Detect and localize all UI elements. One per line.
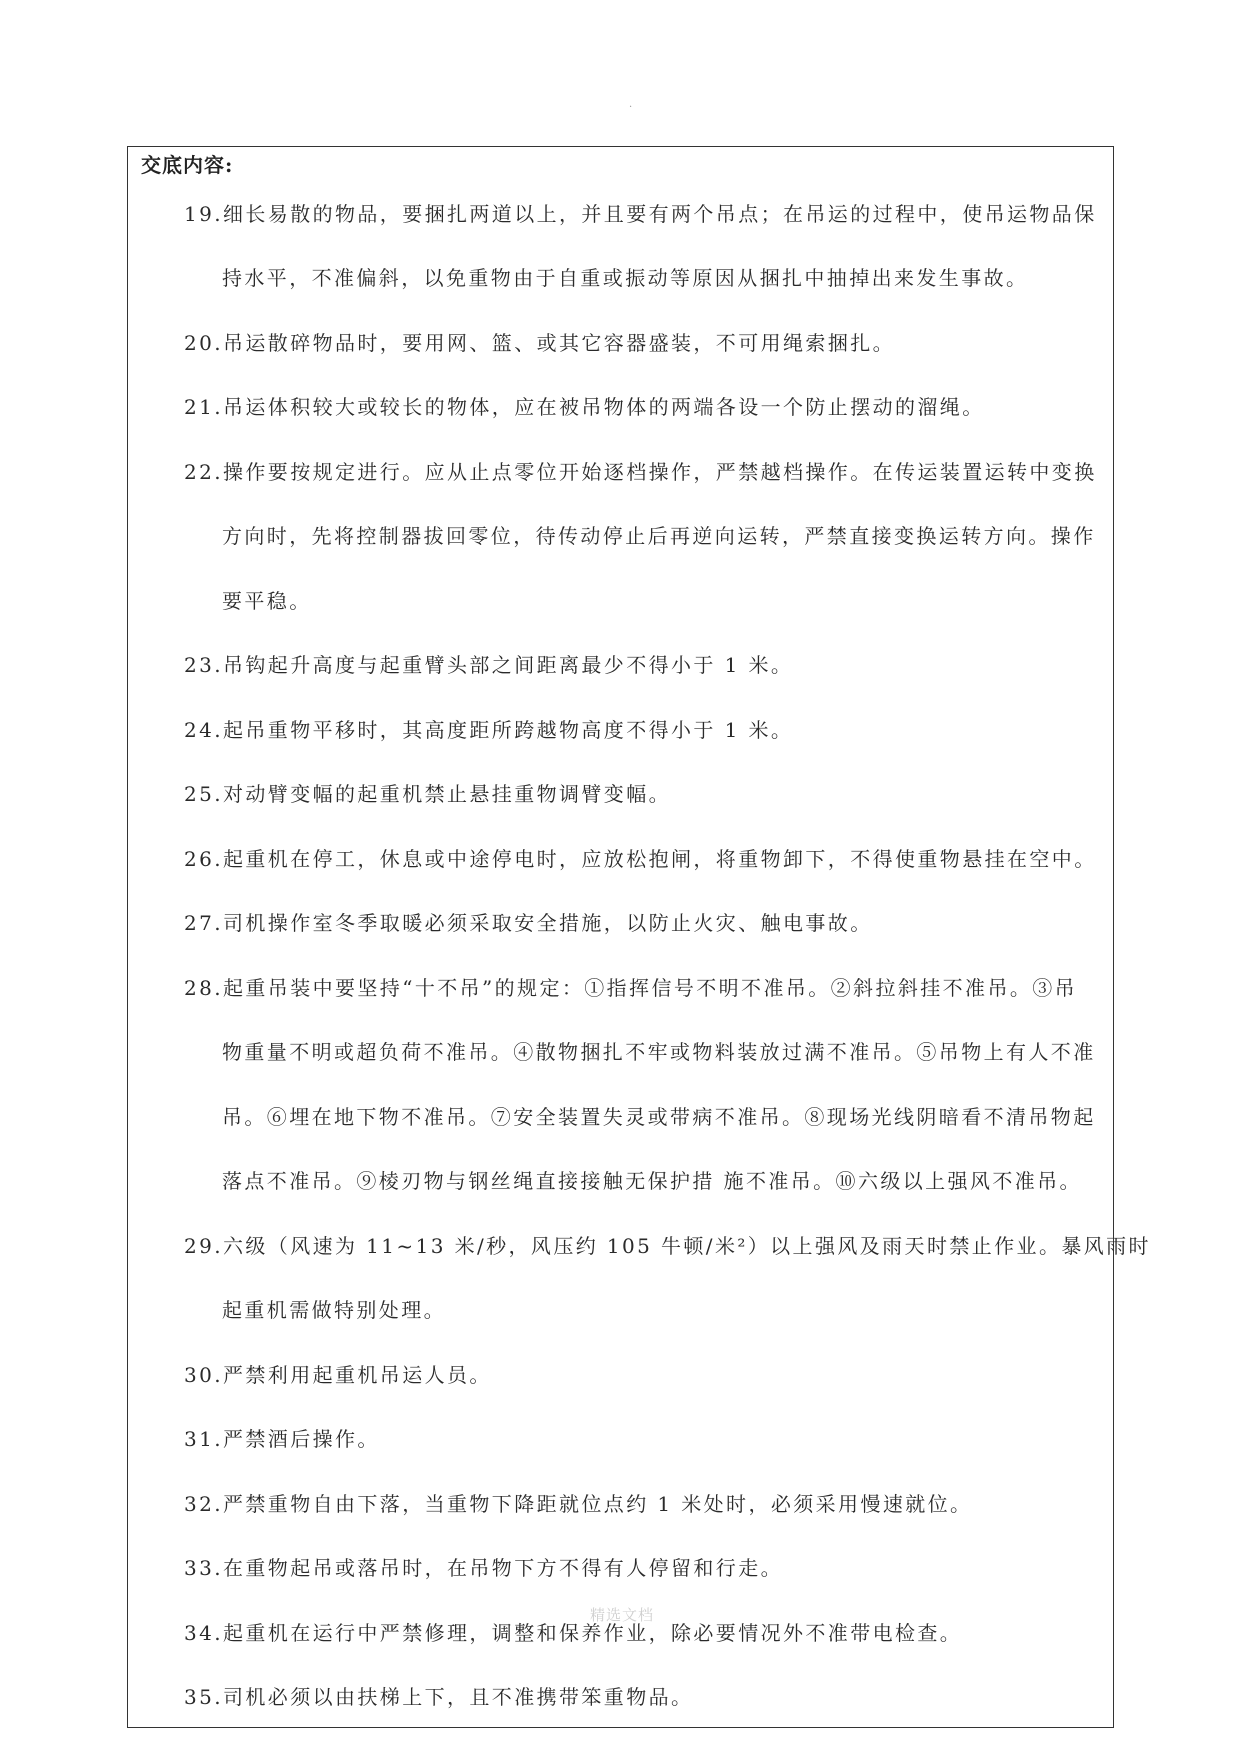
content-frame: [127, 146, 1114, 1728]
section-heading: 交底内容:: [141, 153, 234, 177]
list-item-34: 34.起重机在运行中严禁修理，调整和保养作业，除必要情况外不准带电检查。: [184, 1621, 963, 1645]
list-item-33: 33.在重物起吊或落吊时，在吊物下方不得有人停留和行走。: [184, 1556, 784, 1580]
list-item-22-continuation: 方向时，先将控制器拔回零位，待传动停止后再逆向运转，严禁直接变换运转方向。操作: [222, 524, 1096, 548]
list-item-29: 29.六级（风速为 11~13 米/秒，风压约 105 牛顿/米²）以上强风及雨天时禁止作业。暴风雨时: [184, 1234, 1151, 1258]
list-item-25: 25.对动臂变幅的起重机禁止悬挂重物调臂变幅。: [184, 782, 672, 806]
page-mark: .: [629, 99, 633, 110]
list-item-19: 19.细长易散的物品，要捆扎两道以上，并且要有两个吊点；在吊运的过程中，使吊运物品保: [184, 202, 1097, 226]
list-item-22-continuation: 要平稳。: [222, 589, 312, 613]
list-item-32: 32.严禁重物自由下落，当重物下降距就位点约 1 米处时，必须采用慢速就位。: [184, 1492, 973, 1516]
list-item-26: 26.起重机在停工，休息或中途停电时，应放松抱闸，将重物卸下，不得使重物悬挂在空中。: [184, 847, 1097, 871]
list-item-31: 31.严禁酒后操作。: [184, 1427, 380, 1451]
list-item-30: 30.严禁利用起重机吊运人员。: [184, 1363, 492, 1387]
list-item-28: 28.起重吊装中要坚持“十不吊”的规定：①指挥信号不明不准吊。②斜拉斜挂不准吊。③吊: [184, 976, 1078, 1000]
list-item-35: 35.司机必须以由扶梯上下，且不准携带笨重物品。: [184, 1685, 694, 1709]
list-item-27: 27.司机操作室冬季取暖必须采取安全措施，以防止火灾、触电事故。: [184, 911, 873, 935]
list-item-29-continuation: 起重机需做特别处理。: [222, 1298, 446, 1322]
list-item-23: 23.吊钩起升高度与起重臂头部之间距离最少不得小于 1 米。: [184, 653, 794, 677]
list-item-21: 21.吊运体积较大或较长的物体，应在被吊物体的两端各设一个防止摆动的溜绳。: [184, 395, 985, 419]
list-item-20: 20.吊运散碎物品时，要用网、篮、或其它容器盛装，不可用绳索捆扎。: [184, 331, 896, 355]
list-item-28-continuation: 落点不准吊。⑨棱刃物与钢丝绳直接接触无保护措 施不准吊。⑩六级以上强风不准吊。: [222, 1169, 1082, 1193]
list-item-24: 24.起吊重物平移时，其高度距所跨越物高度不得小于 1 米。: [184, 718, 794, 742]
list-item-28-continuation: 吊。⑥埋在地下物不准吊。⑦安全装置失灵或带病不准吊。⑧现场光线阴暗看不清吊物起: [222, 1105, 1096, 1129]
watermark: 精选文档: [590, 1606, 655, 1624]
list-item-19-continuation: 持水平，不准偏斜，以免重物由于自重或振动等原因从捆扎中抽掉出来发生事故。: [222, 266, 1029, 290]
list-item-28-continuation: 物重量不明或超负荷不准吊。④散物捆扎不牢或物料装放过满不准吊。⑤吊物上有人不准: [222, 1040, 1096, 1064]
list-item-22: 22.操作要按规定进行。应从止点零位开始逐档操作，严禁越档操作。在传运装置运转中变换: [184, 460, 1097, 484]
